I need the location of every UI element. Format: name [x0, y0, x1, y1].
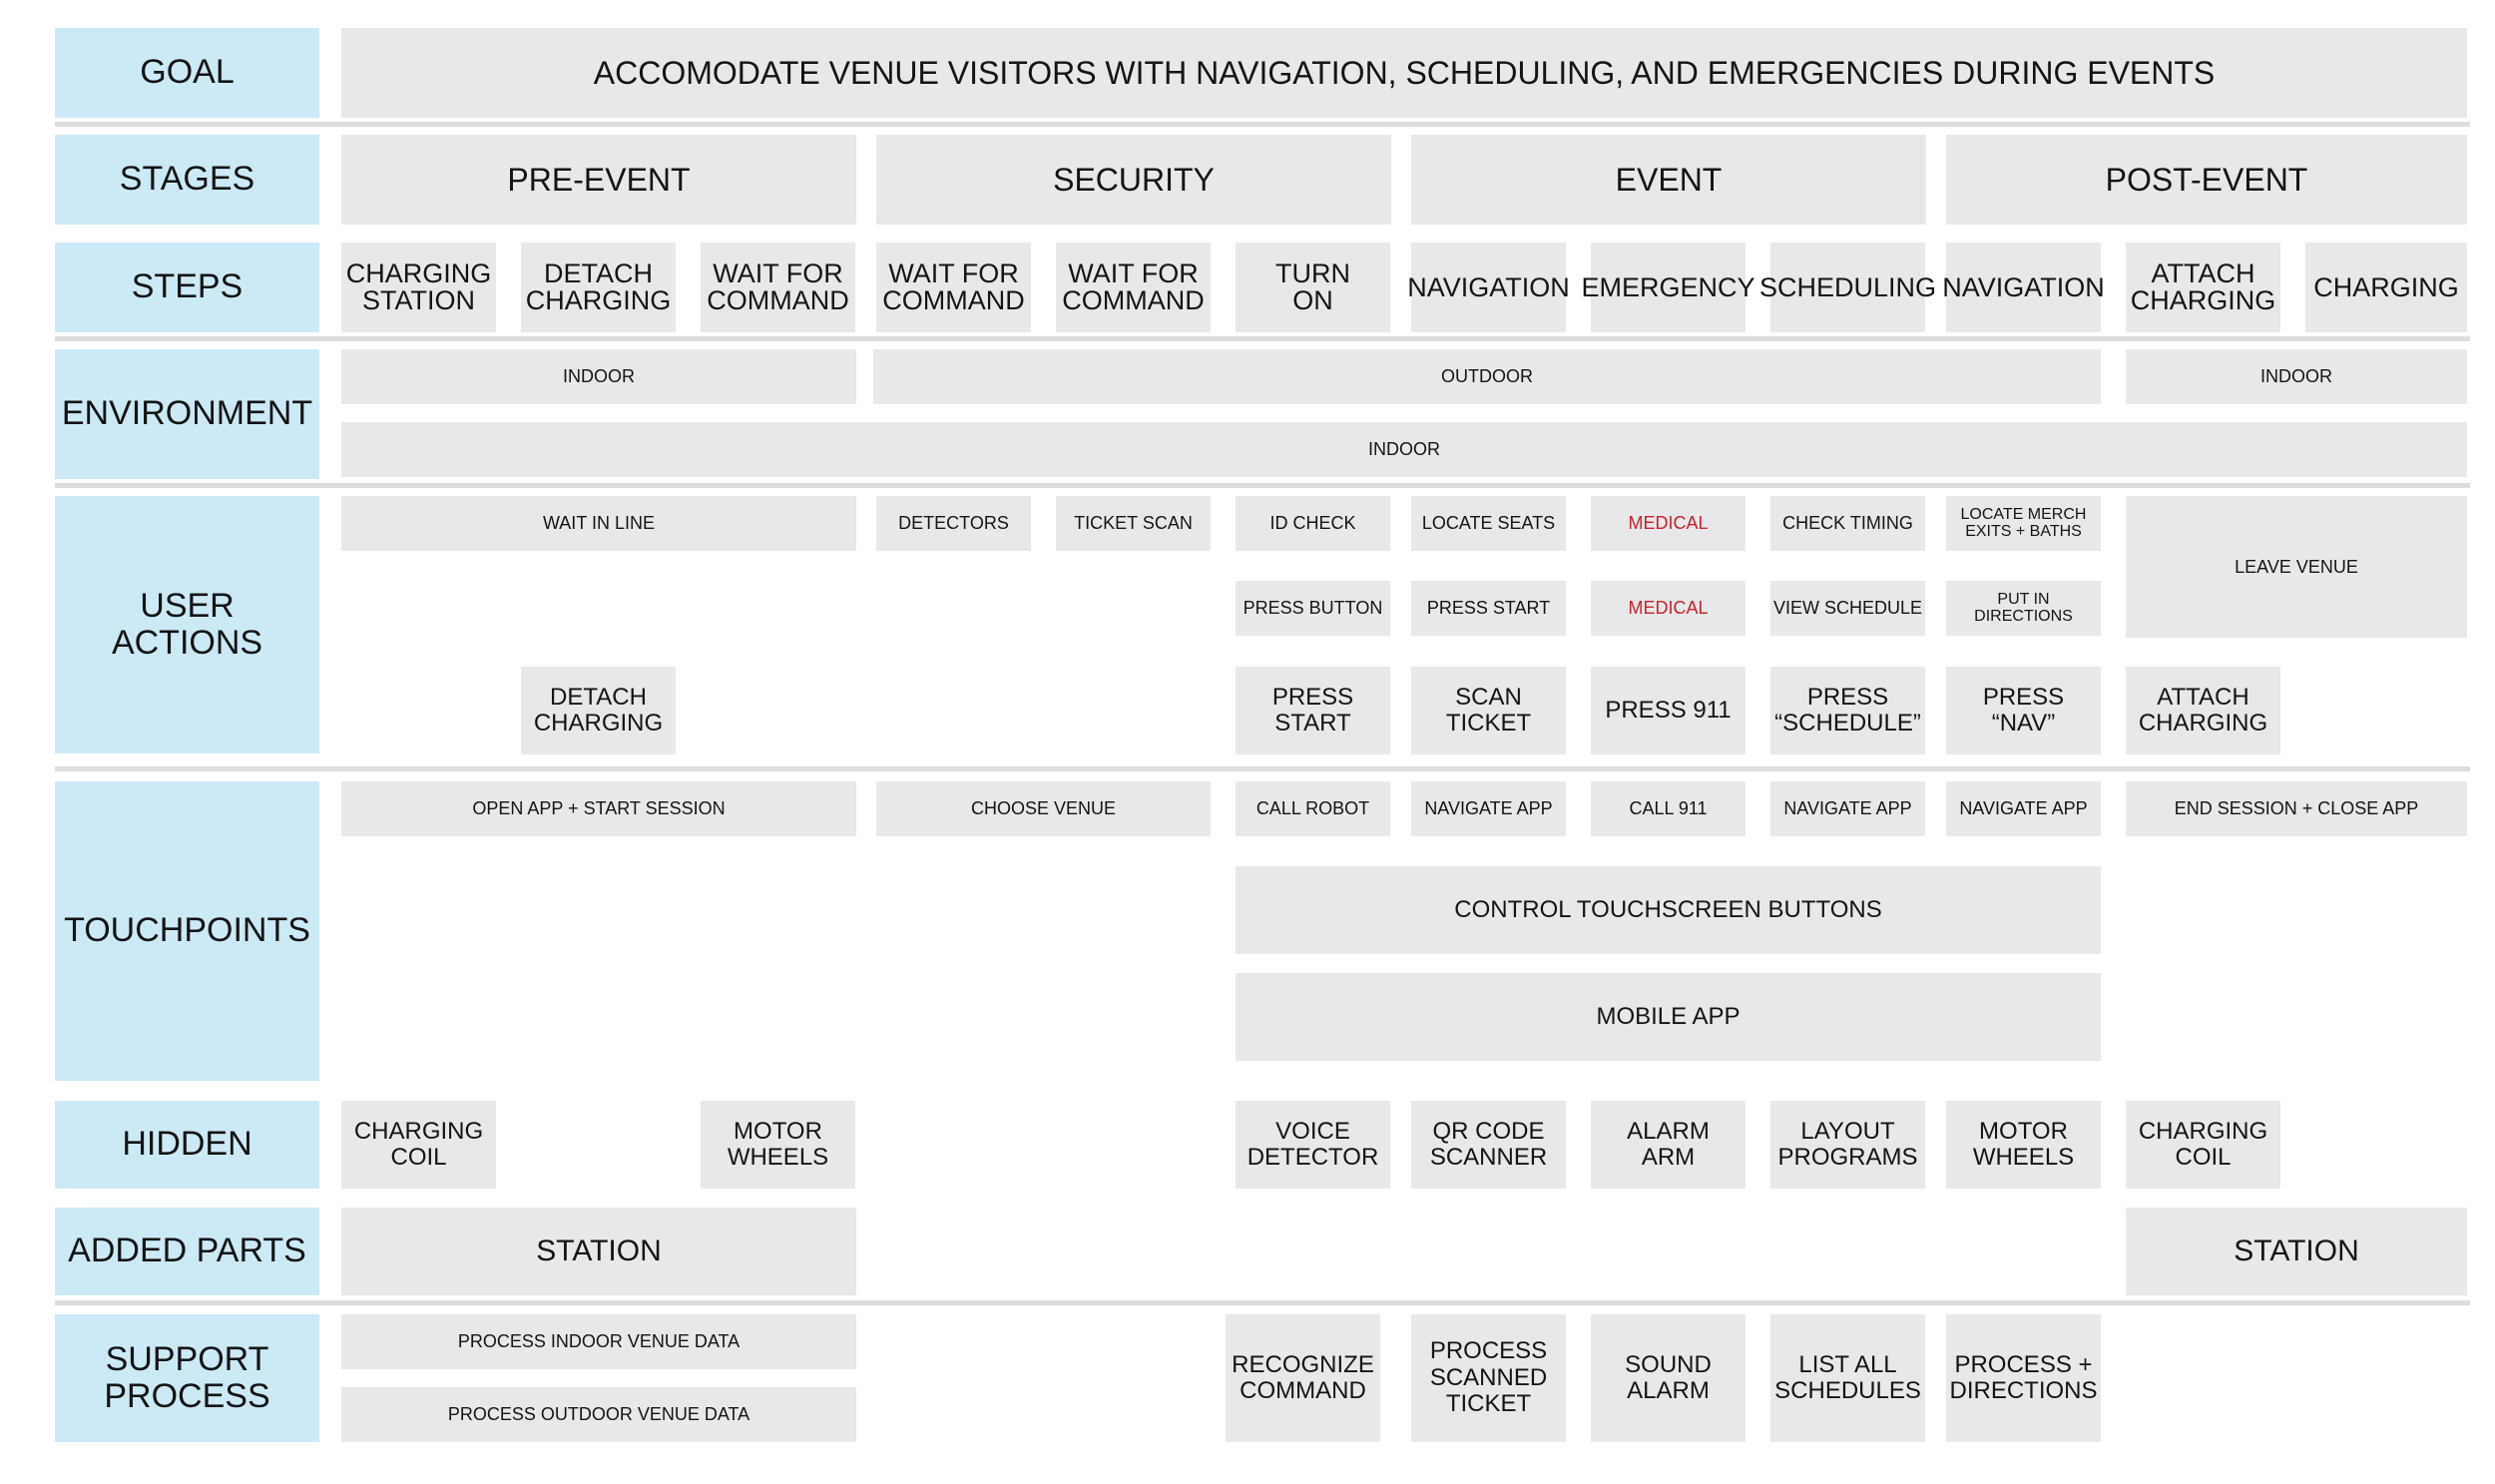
support-process-directions: PROCESS + DIRECTIONS	[1946, 1314, 2101, 1442]
environment-outdoor: OUTDOOR	[873, 349, 2101, 404]
hidden-qr-code-scanner: QR CODE SCANNER	[1411, 1101, 1566, 1189]
step-wait-for-command: WAIT FOR COMMAND	[701, 243, 855, 332]
row-label-user-actions: USER ACTIONS	[55, 496, 319, 753]
action-press-start: PRESS START	[1236, 667, 1390, 754]
touchpoint-open-app: OPEN APP + START SESSION	[341, 781, 856, 836]
action-detach-charging: DETACH CHARGING	[521, 667, 676, 754]
row-label-environment: ENVIRONMENT	[55, 349, 319, 479]
action-press-911: PRESS 911	[1591, 667, 1746, 754]
touchpoint-end-session: END SESSION + CLOSE APP	[2126, 781, 2467, 836]
step-detach-charging: DETACH CHARGING	[521, 243, 676, 332]
stage-event: EVENT	[1411, 135, 1926, 225]
environment-indoor-full: INDOOR	[341, 422, 2467, 477]
touchpoint-call-911: CALL 911	[1591, 781, 1746, 836]
added-part-station: STATION	[2126, 1208, 2467, 1295]
row-divider	[55, 122, 2470, 127]
step-charging-station: CHARGING STATION	[341, 243, 496, 332]
action-attach-charging: ATTACH CHARGING	[2126, 667, 2280, 754]
step-scheduling: SCHEDULING	[1770, 243, 1925, 332]
action-press-start: PRESS START	[1411, 581, 1566, 636]
row-divider	[55, 1300, 2470, 1305]
touchpoint-call-robot: CALL ROBOT	[1236, 781, 1390, 836]
action-scan-ticket: SCAN TICKET	[1411, 667, 1566, 754]
support-sound-alarm: SOUND ALARM	[1591, 1314, 1746, 1442]
row-label-touchpoints: TOUCHPOINTS	[55, 781, 319, 1081]
hidden-alarm-arm: ALARM ARM	[1591, 1101, 1746, 1189]
support-list-all-schedules: LIST ALL SCHEDULES	[1770, 1314, 1925, 1442]
action-press-schedule: PRESS “SCHEDULE”	[1770, 667, 1925, 754]
action-press-nav: PRESS “NAV”	[1946, 667, 2101, 754]
action-ticket-scan: TICKET SCAN	[1056, 496, 1211, 551]
support-recognize-command: RECOGNIZE COMMAND	[1226, 1314, 1380, 1442]
action-detectors: DETECTORS	[876, 496, 1031, 551]
added-part-station: STATION	[341, 1208, 856, 1295]
goal-statement: ACCOMODATE VENUE VISITORS WITH NAVIGATION, SCHEDULING, AND EMERGENCIES DURING EVENTS	[341, 28, 2467, 118]
action-check-timing: CHECK TIMING	[1770, 496, 1925, 551]
step-attach-charging: ATTACH CHARGING	[2126, 243, 2280, 332]
hidden-voice-detector: VOICE DETECTOR	[1236, 1101, 1390, 1189]
stage-post-event: POST-EVENT	[1946, 135, 2467, 225]
hidden-layout-programs: LAYOUT PROGRAMS	[1770, 1101, 1925, 1189]
support-process-scanned-ticket: PROCESS SCANNED TICKET	[1411, 1314, 1566, 1442]
hidden-charging-coil: CHARGING COIL	[2126, 1101, 2280, 1189]
step-wait-for-command: WAIT FOR COMMAND	[1056, 243, 1211, 332]
touchpoint-navigate-app: NAVIGATE APP	[1411, 781, 1566, 836]
row-divider	[55, 483, 2470, 488]
support-process-outdoor-data: PROCESS OUTDOOR VENUE DATA	[341, 1387, 856, 1442]
row-label-added-parts: ADDED PARTS	[55, 1208, 319, 1295]
row-label-stages: STAGES	[55, 135, 319, 225]
row-label-support-process: SUPPORT PROCESS	[55, 1314, 319, 1442]
step-charging: CHARGING	[2305, 243, 2467, 332]
action-medical: MEDICAL	[1591, 581, 1746, 636]
step-wait-for-command: WAIT FOR COMMAND	[876, 243, 1031, 332]
hidden-charging-coil: CHARGING COIL	[341, 1101, 496, 1189]
environment-indoor-post: INDOOR	[2126, 349, 2467, 404]
step-navigation: NAVIGATION	[1411, 243, 1566, 332]
touchpoint-control-touchscreen: CONTROL TOUCHSCREEN BUTTONS	[1236, 866, 2101, 954]
action-press-button: PRESS BUTTON	[1236, 581, 1390, 636]
action-locate-seats: LOCATE SEATS	[1411, 496, 1566, 551]
step-navigation: NAVIGATION	[1946, 243, 2101, 332]
stage-security: SECURITY	[876, 135, 1391, 225]
step-turn-on: TURN ON	[1236, 243, 1390, 332]
row-divider	[55, 766, 2470, 771]
row-label-hidden: HIDDEN	[55, 1101, 319, 1189]
touchpoint-navigate-app: NAVIGATE APP	[1946, 781, 2101, 836]
row-divider	[55, 336, 2470, 341]
environment-indoor-pre: INDOOR	[341, 349, 856, 404]
action-id-check: ID CHECK	[1236, 496, 1390, 551]
action-wait-in-line: WAIT IN LINE	[341, 496, 856, 551]
hidden-motor-wheels: MOTOR WHEELS	[1946, 1101, 2101, 1189]
touchpoint-choose-venue: CHOOSE VENUE	[876, 781, 1211, 836]
touchpoint-mobile-app: MOBILE APP	[1236, 973, 2101, 1061]
action-view-schedule: VIEW SCHEDULE	[1770, 581, 1925, 636]
step-emergency: EMERGENCY	[1591, 243, 1746, 332]
hidden-motor-wheels: MOTOR WHEELS	[701, 1101, 855, 1189]
row-label-goal: GOAL	[55, 28, 319, 118]
action-medical: MEDICAL	[1591, 496, 1746, 551]
action-put-in-directions: PUT IN DIRECTIONS	[1946, 581, 2101, 636]
support-process-indoor-data: PROCESS INDOOR VENUE DATA	[341, 1314, 856, 1369]
touchpoint-navigate-app: NAVIGATE APP	[1770, 781, 1925, 836]
action-leave-venue: LEAVE VENUE	[2126, 496, 2467, 638]
stage-pre-event: PRE-EVENT	[341, 135, 856, 225]
action-locate-merch: LOCATE MERCH EXITS + BATHS	[1946, 496, 2101, 551]
row-label-steps: STEPS	[55, 243, 319, 332]
